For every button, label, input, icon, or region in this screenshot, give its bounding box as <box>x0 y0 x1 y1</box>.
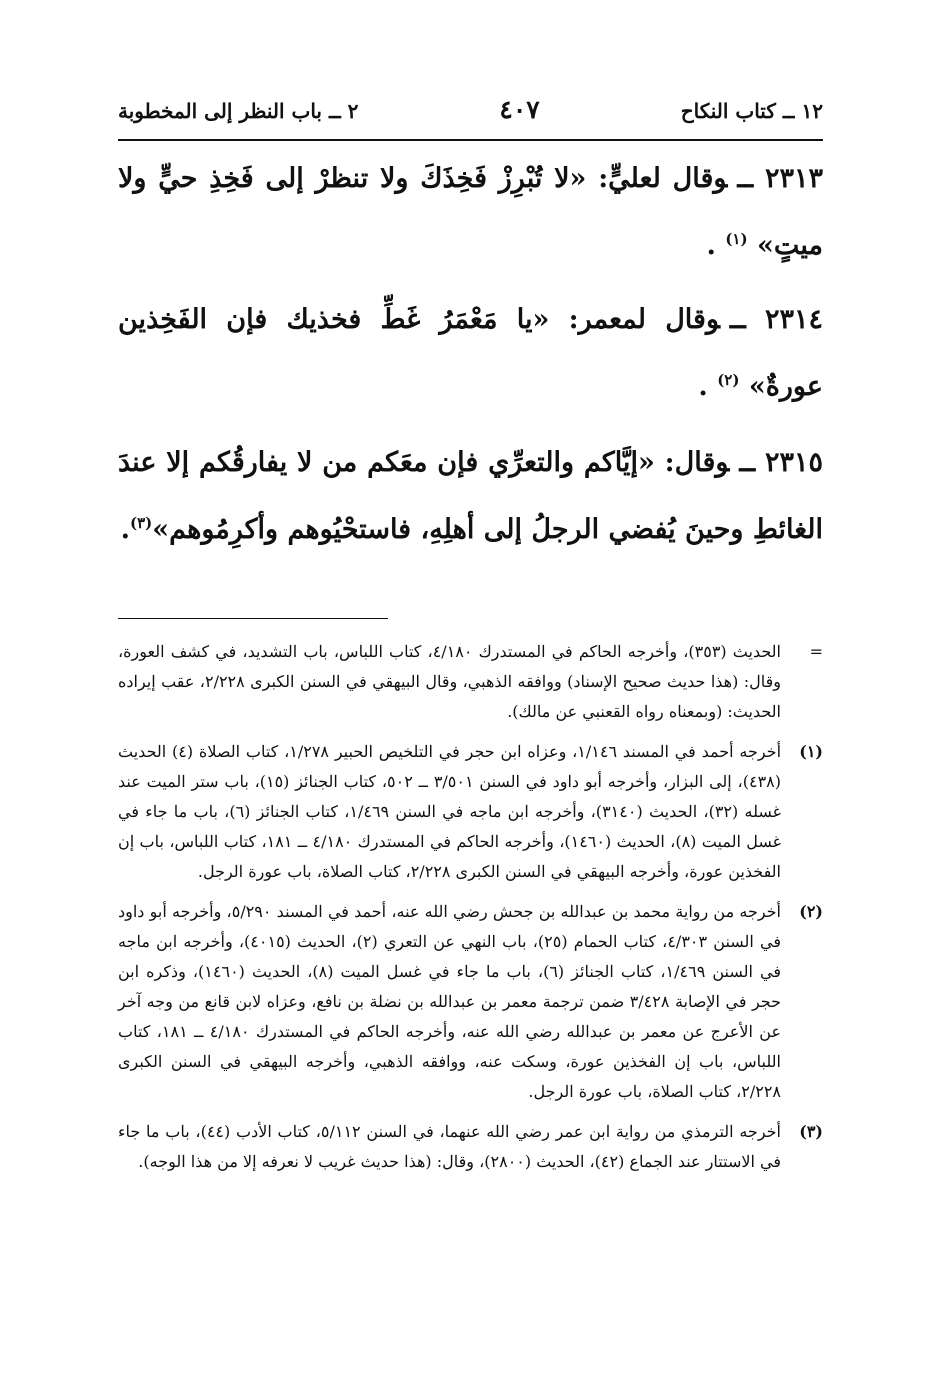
hadith-2313: ٢٣١٣ ــوقال لعليٍّ: «لا تُبْرِزْ فَخِذَكَ ولا تنظرْ إلى فَخِذِ حيٍّ ولا ميتٍ» $^{(١)}$ . <box>118 163 823 261</box>
footnote-ref: (٣) <box>129 514 153 532</box>
running-header <box>118 95 823 141</box>
section-title: ٢ ــ باب النظر إلى المخطوبة <box>118 99 359 123</box>
hadith-number: ٢٣١٤ ــ <box>729 304 823 335</box>
footnote-mark: (٢) <box>799 902 823 921</box>
footnote-text: أخرجه أحمد في المسند ١/١٤٦، وعزاه ابن حجر في التلخيص الحبير ١/٢٧٨، كتاب الصلاة (٤) الحديث (٤٣٨)، إلى البزار، وأخرجه أبو داود في السنن ٣/٥٠١ ــ ٥٠٢، كتاب الجنائز (١٥)، باب ستر الميت عند غسله (٣٢)، الحديث (٣١٤٠)، وأخرجه ابن ماجه في السنن ١/٤٦٩، كتاب الجنائز (٦)، باب ما جاء في غسل الميت (٨)، الحديث (١٤٦٠)، وأخرجه الحاكم في المستدرك ٤/١٨٠ ــ ١٨١، كتاب اللباس، باب إن الفخذين عورة، وأخرجه البيهقي في السنن الكبرى ٢/٢٢٨، كتاب الصلاة، باب عورة الرجل. <box>118 742 782 881</box>
footnote-3 <box>118 1117 823 1177</box>
footnote-1 <box>118 737 823 887</box>
book-page <box>118 95 823 1187</box>
footnote-ref: (١) <box>725 230 748 248</box>
hadith-2314: ٢٣١٤ ــوقال لمعمر: «يا مَعْمَرُ غَطِّ فخذيك فإن الفَخِذين عورةٌ» $^{(٢)}$ . <box>118 304 823 402</box>
footnote-continued <box>118 637 823 727</box>
page-number: ٤٠٧ <box>499 95 540 124</box>
hadith-text: وقال لمعمر: «يا مَعْمَرُ غَطِّ فخذيك فإن الفَخِذين عورةٌ» <box>118 304 823 402</box>
chapter-title: ١٢ ــ كتاب النكاح <box>680 99 823 123</box>
footnote-divider <box>118 618 388 619</box>
hadith-number: ٢٣١٣ ــ <box>737 163 823 194</box>
hadith-text: وقال: «إيَّاكم والتعرِّي فإن معَكم من لا يفارقُكم إلا عندَ الغائطِ وحينَ يُفضي الرجلُ إلى أهلِهِ، فاستحْيُوهم وأكرِمُوهم» <box>118 447 823 545</box>
footnote-ref: (٢) <box>717 371 740 389</box>
footnote-mark: (٣) <box>799 1122 823 1141</box>
hadith-2315: ٢٣١٥ ــوقال: «إيَّاكم والتعرِّي فإن معَكم من لا يفارقُكم إلا عندَ الغائطِ وحينَ يُفضي الرجلُ إلى أهلِهِ، فاستحْيُوهم وأكرِمُوهم»$^{(٣)}$. <box>118 447 823 545</box>
footnotes <box>118 637 823 1177</box>
footnote-text: أخرجه من رواية محمد بن عبدالله بن جحش رضي الله عنه، أحمد في المسند ٥/٢٩٠، وأخرجه أبو داود في السنن ٤/٣٠٣، كتاب الحمام (٢٥)، باب النهي عن التعري (٢)، الحديث (٤٠١٥)، وأخرجه ابن ماجه في السنن ١/٤٦٩، كتاب الجنائز (٦)، باب ما جاء في غسل الميت (٨)، الحديث (١٤٦٠)، وذكره ابن حجر في الإصابة ٣/٤٢٨ ضمن ترجمة معمر بن عبدالله بن نضلة بن نافع، وعزاه لابن قانع من وجه آخر عن الأعرج عن معمر بن عبدالله رضي الله عنه، وأخرجه الحاكم في المستدرك ٤/١٨٠ ــ ١٨١، كتاب اللباس، باب إن الفخذين عورة، وسكت عنه، ووافقه الذهبي، وأخرجه البيهقي في السنن الكبرى ٢/٢٢٨، كتاب الصلاة، باب عورة الرجل. <box>118 902 782 1101</box>
footnote-2 <box>118 897 823 1107</box>
footnote-mark: = <box>809 642 823 661</box>
hadith-text: وقال لعليٍّ: «لا تُبْرِزْ فَخِذَكَ ولا تنظرْ إلى فَخِذِ حيٍّ ولا ميتٍ» <box>118 163 823 261</box>
footnote-text: أخرجه الترمذي من رواية ابن عمر رضي الله عنهما، في السنن ٥/١١٢، كتاب الأدب (٤٤)، باب ما جاء في الاستتار عند الجماع (٤٢)، الحديث (٢٨٠٠)، وقال: (هذا حديث غريب لا نعرفه إلا من هذا الوجه). <box>118 1122 781 1171</box>
hadith-number: ٢٣١٥ ــ <box>739 447 823 478</box>
footnote-text: الحديث (٣٥٣)، وأخرجه الحاكم في المستدرك ٤/١٨٠، كتاب اللباس، باب التشديد، في كشف العورة، وقال: (هذا حديث صحيح الإسناد) ووافقه الذهبي، وقال البيهقي في السنن الكبرى ٢/٢٢٨، عقب إيراده الحديث: (وبمعناه رواه القعنبي عن مالك). <box>118 642 782 721</box>
footnote-mark: (١) <box>799 742 823 761</box>
